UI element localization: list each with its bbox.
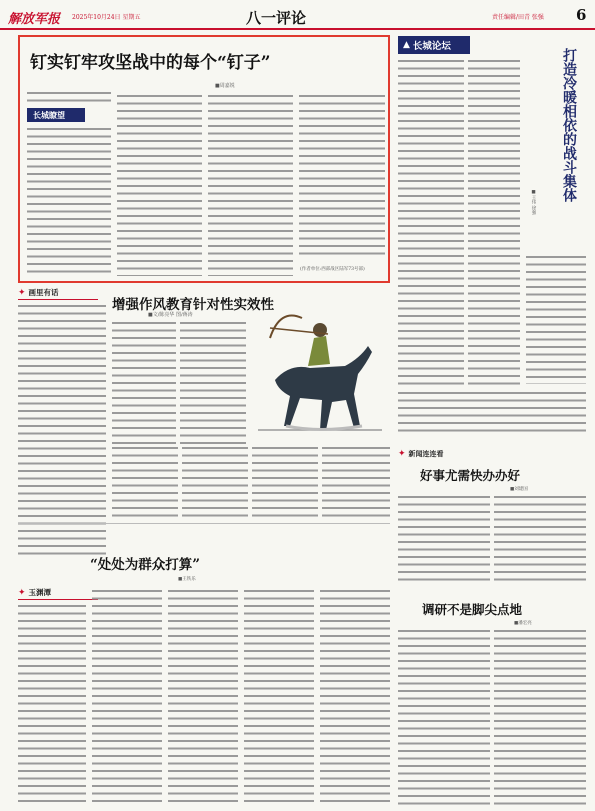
main-article-col1-top [27, 92, 111, 106]
main-article-col1 [27, 128, 111, 276]
column-news-label [398, 448, 498, 460]
lower-col1 [18, 605, 86, 806]
luntan-col2 [468, 60, 520, 385]
feature-col1 [112, 322, 176, 444]
feature-col5 [252, 447, 318, 517]
dateline: 2025年10月24日 星期五 [72, 14, 141, 21]
lower-col2 [92, 590, 162, 806]
column-huaishi-label [18, 286, 98, 300]
feature-col2 [180, 322, 246, 444]
feature-col4 [182, 447, 248, 517]
news-byline-2: ■潘宏亮 [514, 621, 532, 626]
yuyuantan-label-text: 玉渊潭 [28, 588, 52, 597]
lower-col3 [168, 590, 238, 806]
side-article-title-text: 打造冷暖相依的战斗集体 [561, 48, 577, 202]
kaicheng-label-text: 长城瞭望 [33, 109, 65, 120]
main-article-ending: (作者单位:西部战区陆军73号部) [300, 267, 365, 272]
lower-article-byline: ■王铁乐 [178, 577, 196, 582]
masthead: 解放军报 [8, 12, 61, 27]
star-icon: ✦ [18, 587, 26, 598]
star-icon: ✦ [398, 449, 406, 459]
huaishi-col [18, 305, 106, 555]
news-col1 [398, 496, 490, 586]
luntan-label-text: 长城论坛 [412, 41, 451, 52]
great-wall-logo-icon: ▲ [403, 40, 410, 50]
news2-col1 [398, 630, 490, 806]
news-label-text: 新闻连连看 [408, 449, 444, 458]
feature-col3 [112, 447, 178, 517]
main-article-col3 [208, 95, 293, 276]
news-title: 好事尤需快办办好 [420, 468, 521, 483]
star-icon: ✦ [18, 287, 26, 298]
column-kaicheng-label [27, 108, 85, 122]
divider [18, 523, 390, 524]
news-byline: ■刘建国 [510, 487, 528, 492]
side-article-byline: ■王伟 徐强 [531, 190, 536, 215]
side-article-col [526, 256, 586, 384]
news-col2 [494, 496, 586, 586]
news2-col2 [494, 630, 586, 806]
horseman-archer-illustration-icon [250, 308, 390, 443]
feature-byline: ■文/陈亮华 图/蒋涛 [148, 312, 193, 318]
luntan-col1 [398, 60, 464, 385]
main-article-title: 钉实钉牢攻坚战中的每个“钉子” [30, 53, 271, 73]
feature-col6 [322, 447, 390, 517]
news-title-2: 调研不是脚尖点地 [422, 602, 523, 617]
editor-credit: 责任编辑/田青 张强 [492, 14, 544, 21]
main-article-col4 [299, 95, 385, 260]
huaishi-label-text: 画里有话 [28, 288, 59, 297]
side-article-title [548, 48, 578, 202]
lower-col4 [244, 590, 314, 806]
main-article-byline: ■周嘉锐 [215, 83, 235, 89]
lower-article-title: “处处为群众打算” [90, 557, 201, 573]
feature-title: 增强作风教育针对性实效性 [112, 297, 274, 313]
main-article-col2 [117, 95, 202, 276]
page-number: 6 [576, 6, 587, 24]
right-col-mid [398, 392, 586, 437]
column-yuyuantan-label [18, 586, 98, 600]
column-luntan-label [398, 36, 470, 54]
section-title: 八一评论 [246, 9, 307, 27]
lower-col5 [320, 590, 390, 806]
